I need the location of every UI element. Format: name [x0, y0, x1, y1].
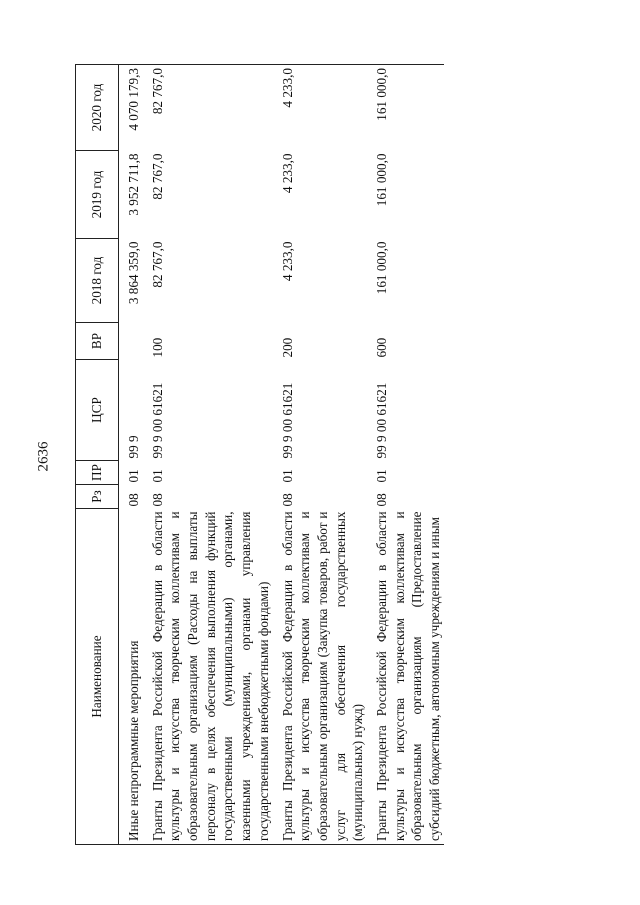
- row-name: Гранты Президента Российской Федерации в области культуры и искусства творческим коллективам и образовательным организациям (Расходы на выплаты персоналу в целях обеспечения выполнения функций государственными (муниципальными) органами, казенными учреждениями, органами управления государственными внебюджетными фондами): [147, 509, 277, 845]
- row-2018: 3 864 359,0: [126, 241, 141, 305]
- row-name: Иные непрограммные мероприятия: [119, 509, 147, 845]
- rotated-page: [75, 65, 595, 845]
- row-name: Гранты Президента Российской Федерации в области культуры и искусства творческим коллективам и образовательным организациям (Предоставление субсидий бюджетным, автономным учреждениям и иным: [371, 509, 444, 845]
- row-2020: 161 000,0: [371, 65, 444, 151]
- table-header-row: [76, 65, 119, 845]
- page-number: 2636: [35, 441, 52, 472]
- row-vr: 600: [373, 337, 389, 358]
- header-vr: ВР: [76, 323, 119, 360]
- table-row: [147, 65, 277, 845]
- row-pr: 01: [126, 469, 141, 483]
- row-csr: 99 9 00 61621: [149, 382, 165, 459]
- header-2018: 2018 год: [76, 239, 119, 323]
- row-2018: 4 233,0: [279, 241, 295, 282]
- row-rz: 08: [279, 493, 295, 507]
- header-pr: ПР: [76, 461, 119, 485]
- budget-table: [75, 64, 444, 845]
- row-name: Гранты Президента Российской Федерации в области культуры и искусства творческим коллективам и образовательным организациям (Закупка товаров, работ и услуг для обеспечения государственных (муниципальных) нужд): [277, 509, 371, 845]
- row-rz: 08: [126, 493, 141, 507]
- row-pr: 01: [373, 469, 389, 483]
- row-2019: 4 233,0: [279, 153, 295, 194]
- row-2019: 161 000,0: [373, 153, 389, 207]
- row-2020: 82 767,0: [147, 65, 277, 151]
- row-2019: 82 767,0: [149, 153, 165, 200]
- table-row: [119, 65, 147, 845]
- header-name: Наименование: [76, 509, 119, 845]
- row-2018: 82 767,0: [149, 241, 165, 288]
- row-vr: 200: [279, 337, 295, 358]
- table-row: [277, 65, 371, 845]
- row-csr: 99 9 00 61621: [279, 382, 295, 459]
- row-rz: 08: [149, 493, 165, 507]
- row-vr: 100: [149, 337, 165, 358]
- header-2019: 2019 год: [76, 151, 119, 239]
- row-pr: 01: [279, 469, 295, 483]
- row-rz: 08: [373, 493, 389, 507]
- table-row: [371, 65, 444, 845]
- row-2020: 4 233,0: [277, 65, 371, 151]
- row-vr: [119, 323, 147, 360]
- header-rz: Рз: [76, 485, 119, 509]
- row-pr: 01: [149, 469, 165, 483]
- row-csr: 99 9: [126, 435, 141, 459]
- row-2020: 4 070 179,3: [119, 65, 147, 151]
- header-2020: 2020 год: [76, 65, 119, 151]
- row-csr: 99 9 00 61621: [373, 382, 389, 459]
- row-2019: 3 952 711,8: [126, 153, 141, 216]
- header-csr: ЦСР: [76, 360, 119, 461]
- row-2018: 161 000,0: [373, 241, 389, 295]
